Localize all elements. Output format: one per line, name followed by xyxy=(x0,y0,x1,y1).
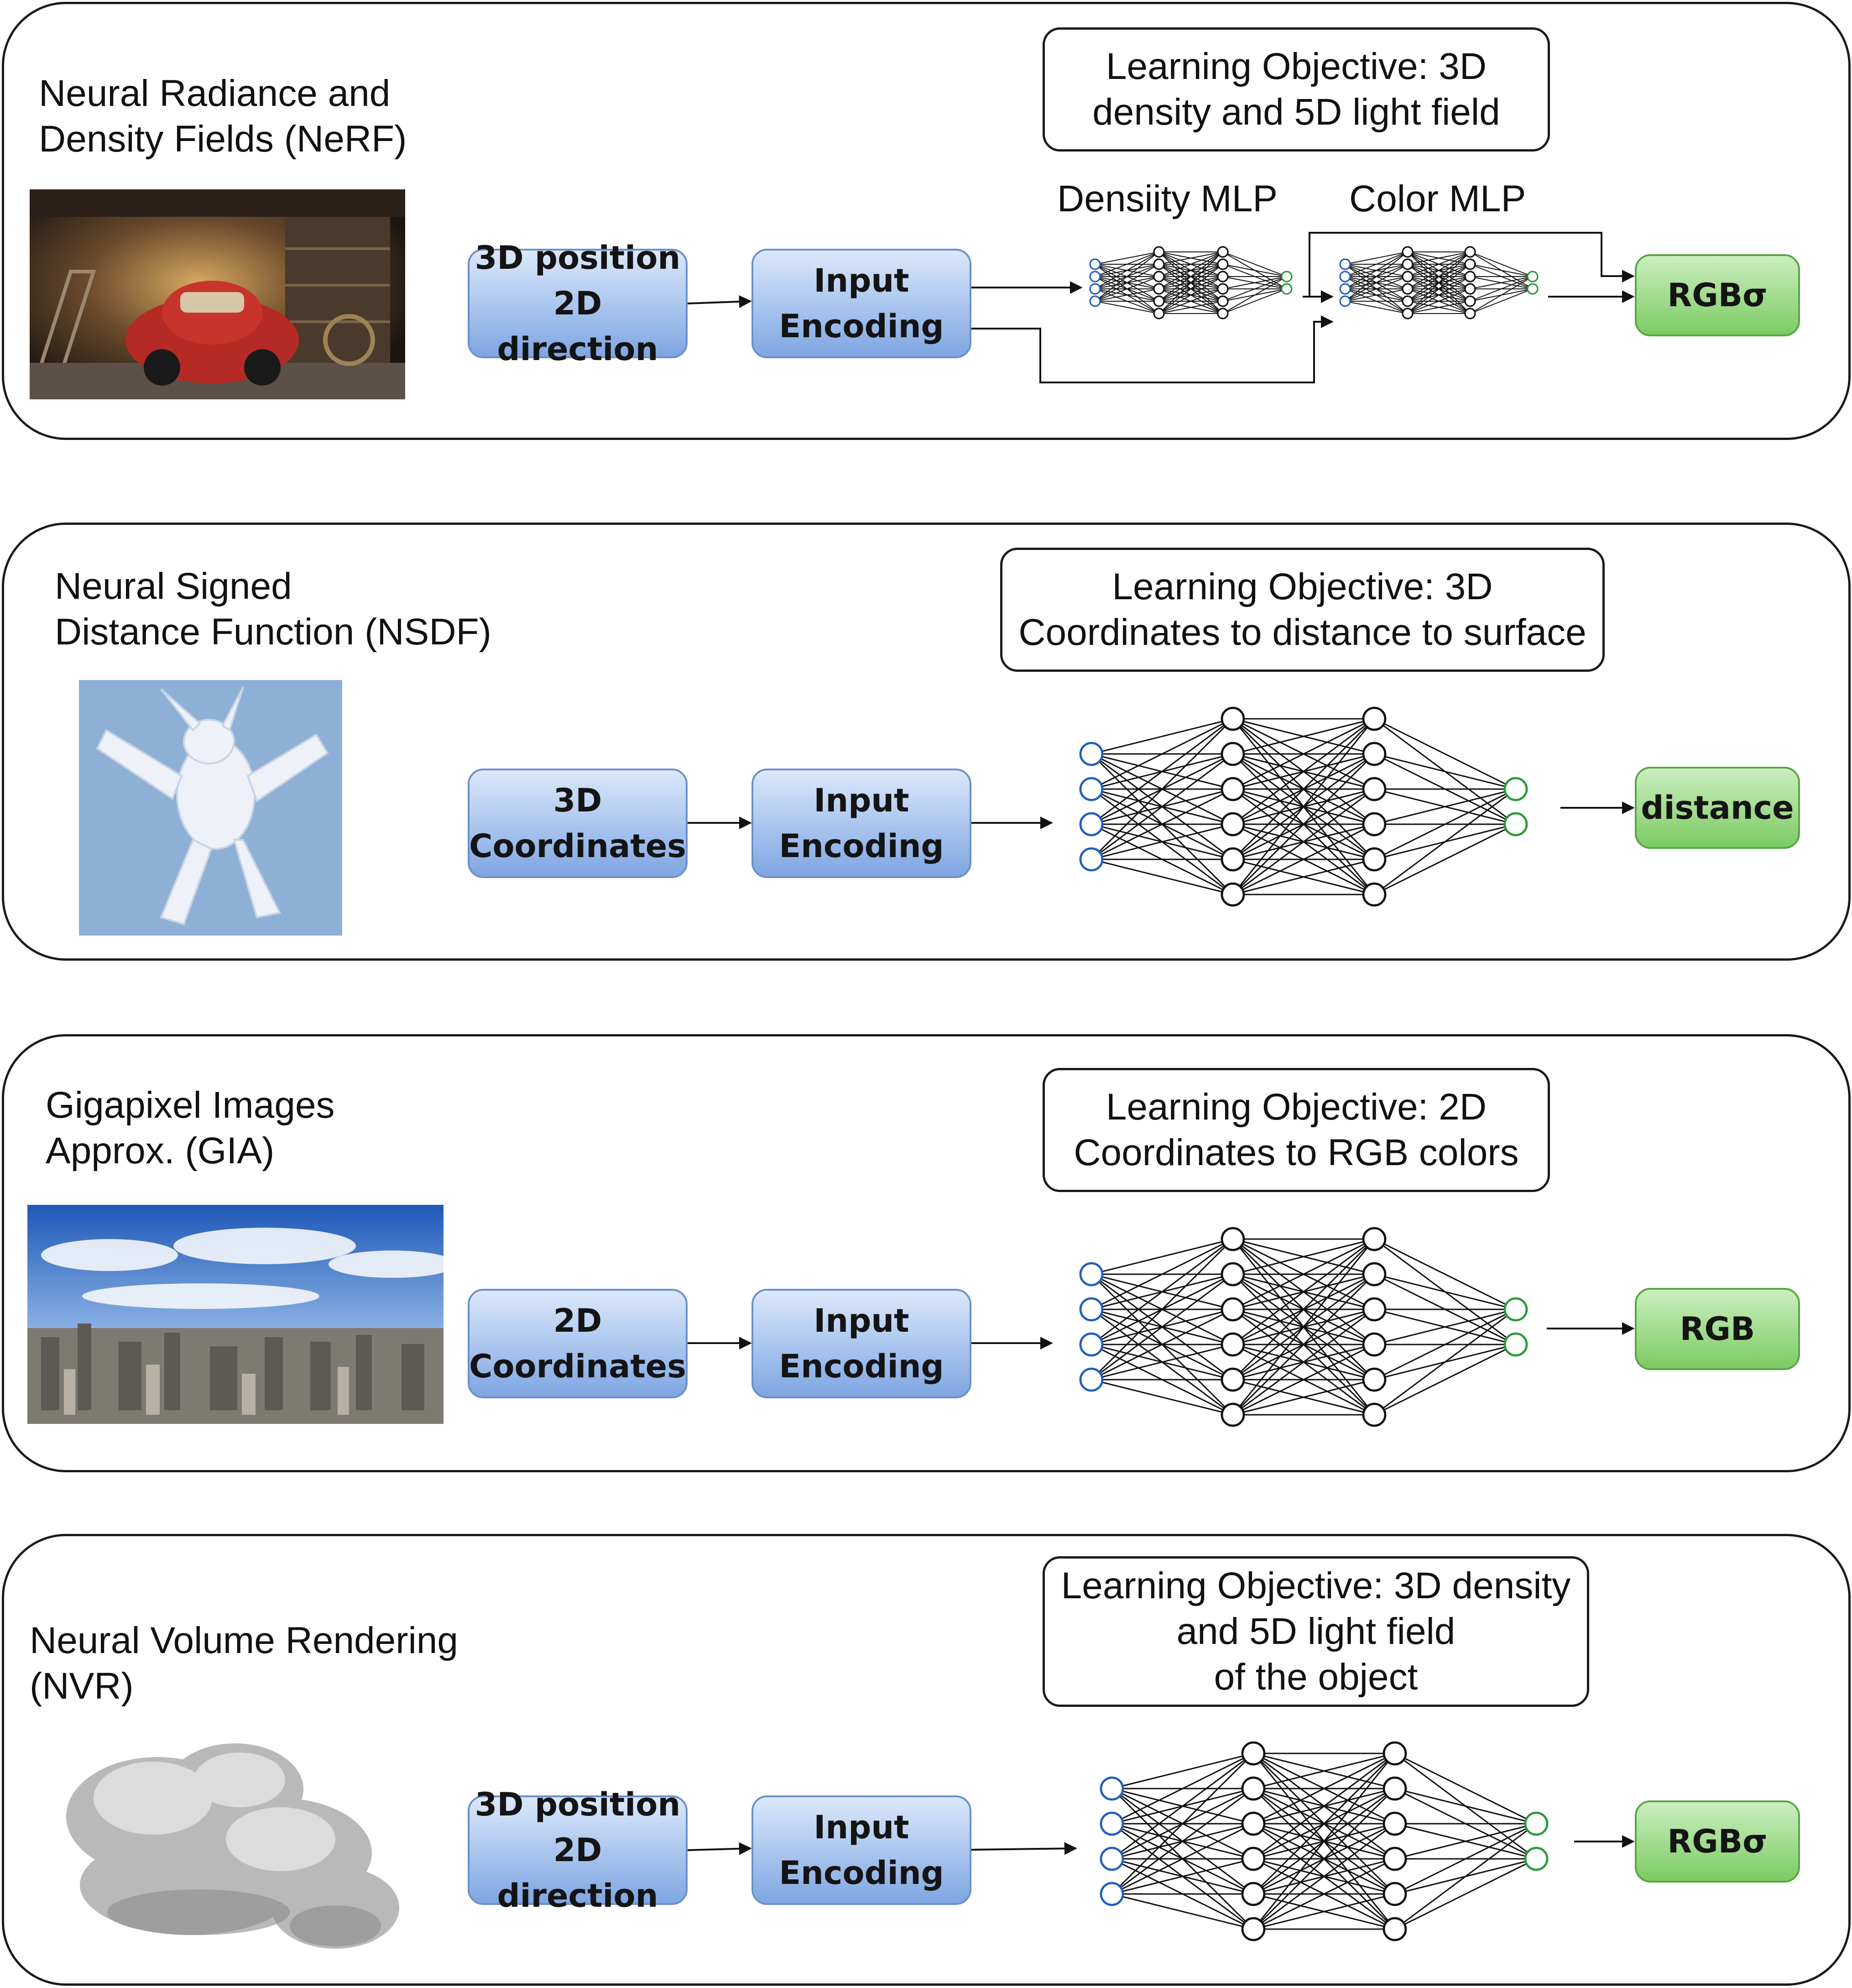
connection-edge xyxy=(1091,1239,1233,1274)
nvr-input-box: 3D position 2D direction xyxy=(468,1795,688,1905)
hidden-node xyxy=(1363,1404,1385,1426)
hidden-node xyxy=(1465,296,1475,306)
output-node xyxy=(1505,813,1527,835)
connection-edge xyxy=(1095,252,1159,264)
connection-edge xyxy=(1345,301,1408,314)
hidden-node xyxy=(1465,272,1475,282)
connection-edge xyxy=(1112,1894,1253,1929)
connection-edge xyxy=(1470,289,1533,314)
hidden-node xyxy=(1242,1778,1264,1800)
input-node xyxy=(1101,1883,1123,1905)
hidden-node xyxy=(1384,1813,1406,1835)
hidden-node xyxy=(1222,1228,1244,1250)
nvr-objective-box: Learning Objective: 3D density and 5D light field of the object xyxy=(1043,1556,1589,1707)
hidden-node xyxy=(1403,296,1413,306)
connection-edge xyxy=(1091,859,1233,895)
hidden-node xyxy=(1465,247,1475,257)
hidden-node xyxy=(1403,259,1413,269)
hidden-node xyxy=(1384,1848,1406,1870)
hidden-node xyxy=(1363,1334,1385,1355)
hidden-node xyxy=(1222,1404,1244,1426)
connection-edge xyxy=(1091,719,1233,824)
hidden-node xyxy=(1363,1298,1385,1320)
input-node xyxy=(1080,1263,1102,1285)
input-node xyxy=(1090,284,1100,294)
input-node xyxy=(1080,1334,1102,1355)
connection-edge xyxy=(1091,719,1233,754)
hidden-node xyxy=(1222,884,1244,905)
connection-edge xyxy=(1395,1753,1536,1824)
connection-edge xyxy=(1345,252,1408,264)
color-mlp-label: Color MLP xyxy=(1349,178,1526,220)
hidden-node xyxy=(1465,259,1475,269)
hidden-node xyxy=(1154,309,1164,319)
color-mlp-network xyxy=(1340,247,1538,319)
connection-edge xyxy=(1470,264,1533,277)
hidden-node xyxy=(1222,778,1244,800)
nerf-input-box: 3D position 2D direction xyxy=(468,249,688,358)
density-mlp-network xyxy=(1090,247,1292,319)
connection-edge xyxy=(1223,252,1287,277)
nerf-output-box: RGBσ xyxy=(1635,254,1800,336)
connection-edge xyxy=(1374,1239,1516,1309)
connection-edge xyxy=(1091,1239,1233,1345)
nsdf-objective-box: Learning Objective: 3D Coordinates to distance to surface xyxy=(1000,548,1605,672)
input-node xyxy=(1080,778,1102,800)
connection-edge xyxy=(1395,1789,1536,1824)
gia-objective-box: Learning Objective: 2D Coordinates to RGB colors xyxy=(1043,1068,1550,1192)
hidden-node xyxy=(1363,778,1385,800)
arrow-input-to-encoding xyxy=(688,301,751,303)
input-node xyxy=(1090,259,1100,269)
arrow-encoding-to-mlp xyxy=(971,1848,1076,1850)
hidden-node xyxy=(1384,1742,1406,1764)
nerf-encoding-box: Input Encoding xyxy=(751,249,971,358)
input-node xyxy=(1080,848,1102,870)
hidden-node xyxy=(1218,296,1228,306)
arrow-input-to-encoding xyxy=(688,1848,751,1850)
gia-title: Gigapixel Images Approx. (GIA) xyxy=(46,1084,335,1172)
hidden-node xyxy=(1363,708,1385,730)
hidden-node xyxy=(1242,1813,1264,1835)
connection-edge xyxy=(1395,1824,1536,1929)
connection-edge xyxy=(1345,252,1408,289)
output-node xyxy=(1282,272,1292,282)
connection-edge xyxy=(1091,1380,1233,1415)
nsdf-output-box: distance xyxy=(1635,767,1800,849)
hidden-node xyxy=(1242,1883,1264,1905)
nerf-objective-box: Learning Objective: 3D density and 5D light field xyxy=(1043,27,1550,152)
hidden-node xyxy=(1403,284,1413,294)
nvr-encoding-box: Input Encoding xyxy=(751,1795,971,1905)
hidden-node xyxy=(1242,1848,1264,1870)
input-node xyxy=(1080,1298,1102,1320)
hidden-node xyxy=(1403,247,1413,257)
output-node xyxy=(1505,1298,1527,1320)
hidden-node xyxy=(1465,284,1475,294)
hidden-node xyxy=(1242,1742,1264,1764)
gia-input-box: 2D Coordinates xyxy=(468,1289,688,1398)
input-node xyxy=(1090,272,1100,282)
output-node xyxy=(1505,1334,1527,1355)
hidden-node xyxy=(1363,1228,1385,1250)
hidden-node xyxy=(1222,813,1244,835)
connection-edge xyxy=(1470,277,1533,314)
hidden-node xyxy=(1218,309,1228,319)
connection-edge xyxy=(1374,1274,1516,1309)
hidden-node xyxy=(1363,813,1385,835)
nvr-output-box: RGBσ xyxy=(1635,1800,1800,1883)
connection-edge xyxy=(1374,824,1516,895)
hidden-node xyxy=(1384,1918,1406,1940)
output-node xyxy=(1282,284,1292,294)
hidden-node xyxy=(1222,1334,1244,1355)
hidden-node xyxy=(1363,743,1385,765)
hidden-node xyxy=(1403,272,1413,282)
hidden-node xyxy=(1384,1883,1406,1905)
hidden-node xyxy=(1363,1369,1385,1391)
hidden-node xyxy=(1465,309,1475,319)
arrow-encoding-to-color-mlp xyxy=(971,322,1332,382)
hidden-node xyxy=(1218,247,1228,257)
hidden-node xyxy=(1222,848,1244,870)
hidden-node xyxy=(1218,259,1228,269)
connection-edge xyxy=(1395,1859,1536,1929)
nsdf-input-box: 3D Coordinates xyxy=(468,769,688,878)
nsdf-mlp-network xyxy=(1080,708,1527,905)
connection-edge xyxy=(1223,264,1287,277)
hidden-node xyxy=(1384,1778,1406,1800)
output-node xyxy=(1525,1848,1547,1870)
connection-edge xyxy=(1470,252,1533,277)
hidden-node xyxy=(1218,272,1228,282)
connection-edge xyxy=(1095,252,1159,289)
gia-mlp-network xyxy=(1080,1228,1527,1426)
density-mlp-label: Densiity MLP xyxy=(1057,178,1278,220)
connection-edge xyxy=(1374,789,1516,895)
hidden-node xyxy=(1222,1298,1244,1320)
input-node xyxy=(1080,813,1102,835)
hidden-node xyxy=(1154,296,1164,306)
connection-edge xyxy=(1223,277,1287,314)
output-node xyxy=(1525,1813,1547,1835)
hidden-node xyxy=(1154,247,1164,257)
input-node xyxy=(1101,1778,1123,1800)
hidden-node xyxy=(1363,848,1385,870)
connection-edge xyxy=(1374,719,1516,789)
connection-edge xyxy=(1223,289,1287,314)
hidden-node xyxy=(1363,884,1385,905)
hidden-node xyxy=(1222,708,1244,730)
hidden-node xyxy=(1222,1263,1244,1285)
hidden-node xyxy=(1222,743,1244,765)
output-node xyxy=(1505,778,1527,800)
nerf-title: Neural Radiance and Density Fields (NeRF) xyxy=(39,73,407,160)
hidden-node xyxy=(1363,1263,1385,1285)
hidden-node xyxy=(1154,284,1164,294)
gia-output-box: RGB xyxy=(1635,1288,1800,1370)
nvr-mlp-network xyxy=(1101,1742,1547,1940)
nsdf-encoding-box: Input Encoding xyxy=(751,769,971,878)
input-node xyxy=(1080,1369,1102,1391)
input-node xyxy=(1101,1813,1123,1835)
hidden-node xyxy=(1218,284,1228,294)
hidden-node xyxy=(1242,1918,1264,1940)
input-node xyxy=(1080,743,1102,765)
hidden-node xyxy=(1222,1369,1244,1391)
input-node xyxy=(1340,259,1350,269)
connection-edge xyxy=(1112,1753,1253,1859)
input-node xyxy=(1090,296,1100,306)
output-node xyxy=(1528,284,1538,294)
connection-edge xyxy=(1374,1345,1516,1415)
input-node xyxy=(1340,284,1350,294)
hidden-node xyxy=(1403,309,1413,319)
connection-edge xyxy=(1374,754,1516,789)
input-node xyxy=(1101,1848,1123,1870)
input-node xyxy=(1340,296,1350,306)
nvr-title: Neural Volume Rendering (NVR) xyxy=(30,1620,458,1707)
hidden-node xyxy=(1154,259,1164,269)
hidden-node xyxy=(1154,272,1164,282)
nsdf-title: Neural Signed Distance Function (NSDF) xyxy=(55,565,491,653)
input-node xyxy=(1340,272,1350,282)
output-node xyxy=(1528,272,1538,282)
connection-edge xyxy=(1112,1753,1253,1789)
connection-edge xyxy=(1374,1309,1516,1415)
gia-encoding-box: Input Encoding xyxy=(751,1289,971,1398)
connection-edge xyxy=(1095,301,1159,314)
